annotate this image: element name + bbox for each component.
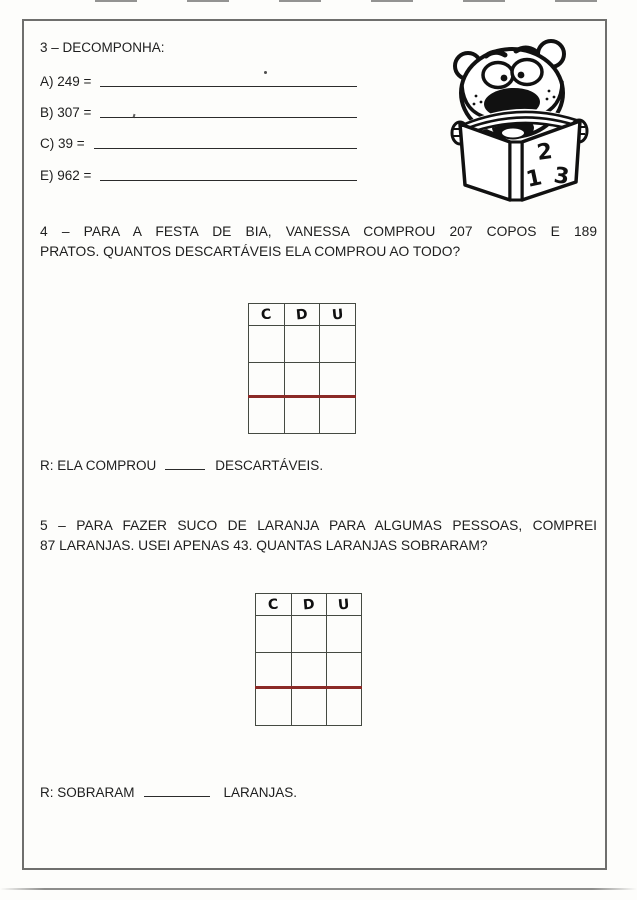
table-result-cell [327, 688, 362, 726]
exercise5-answer-suffix: LARANJAS. [223, 785, 298, 800]
exercise3-item-a [40, 69, 357, 89]
table-cell [320, 363, 356, 397]
bear-eye-right [512, 60, 542, 85]
exercise4-statement-line1: 4 – PARA A FESTA DE BIA, VANESSA COMPROU 207 COPOS E 189 [40, 224, 597, 239]
table-cell [285, 363, 320, 397]
answer-blank-line [165, 469, 205, 470]
table-result-cell [320, 397, 356, 434]
table-result-cell [285, 397, 320, 434]
table-cell [249, 363, 285, 397]
table-result-cell [256, 688, 292, 726]
exercise3-item-b-label: B) 307 = [40, 105, 92, 120]
cdu-header-c: C [256, 594, 292, 616]
exercise5-statement-line1: 5 – PARA FAZER SUCO DE LARANJA PARA ALGUMAS PESSOAS, COMPREI [40, 518, 597, 533]
answer-blank-line [100, 86, 357, 87]
table-cell [292, 653, 327, 688]
answer-blank-line [144, 796, 210, 797]
answer-blank-line [100, 117, 357, 118]
exercise3-item-b [40, 100, 357, 120]
book-spine [510, 142, 522, 200]
exercise3-item-e [40, 163, 357, 183]
scan-edge-artifact-top [95, 0, 637, 2]
exercise3-item-c-label: C) 39 = [40, 136, 85, 151]
cdu-header-u: U [327, 594, 362, 616]
table-cell [327, 616, 362, 653]
book-number-3: 3 [552, 163, 571, 191]
answer-blank-line [94, 148, 357, 149]
place-value-table-exercise4 [248, 303, 356, 434]
exercise3-title: 3 – DECOMPONHA: [40, 40, 165, 55]
table-cell [285, 326, 320, 363]
table-cell [320, 326, 356, 363]
table-result-cell [292, 688, 327, 726]
exercise3-item-e-label: E) 962 = [40, 168, 92, 183]
exercise4-answer-prefix: R: ELA COMPROU [40, 458, 157, 473]
place-value-table-exercise5 [255, 593, 362, 726]
table-cell [256, 616, 292, 653]
cdu-header-u: U [320, 304, 356, 326]
cdu-header-c: C [249, 304, 285, 326]
table-cell [327, 653, 362, 688]
book-number-2: 2 [535, 139, 554, 166]
exercise5-statement-line2: 87 LARANJAS. USEI APENAS 43. QUANTAS LARANJAS SOBRARAM? [40, 537, 488, 553]
table-result-cell [249, 397, 285, 434]
exercise3-item-c [40, 131, 357, 151]
bear-reading-book-illustration [450, 36, 592, 202]
table-cell [292, 616, 327, 653]
scan-edge-artifact-bottom [0, 888, 637, 890]
table-cell [256, 653, 292, 688]
exercise4-answer-line [40, 453, 323, 473]
bear-illustration-svg [450, 36, 592, 202]
answer-blank-line [100, 180, 357, 181]
exercise5-statement [40, 516, 597, 555]
bear-tongue [501, 128, 525, 139]
scan-artifact [264, 71, 267, 74]
bear-pupil-left [501, 75, 508, 82]
exercise3-item-a-label: A) 249 = [40, 74, 92, 89]
exercise4-statement [40, 222, 597, 261]
table-cell [249, 326, 285, 363]
book-number-1: 1 [524, 165, 545, 193]
bear-pupil-right [518, 72, 525, 79]
exercise5-answer-line [40, 780, 297, 800]
exercise5-answer-prefix: R: SOBRARAM [40, 785, 135, 800]
cdu-header-d: D [285, 304, 320, 326]
bear-eye-left [483, 63, 513, 88]
exercise4-answer-suffix: DESCARTÁVEIS. [215, 458, 324, 473]
exercise4-statement-line2: PRATOS. QUANTOS DESCARTÁVEIS ELA COMPROU AO TODO? [40, 243, 461, 259]
cdu-header-d: D [292, 594, 327, 616]
